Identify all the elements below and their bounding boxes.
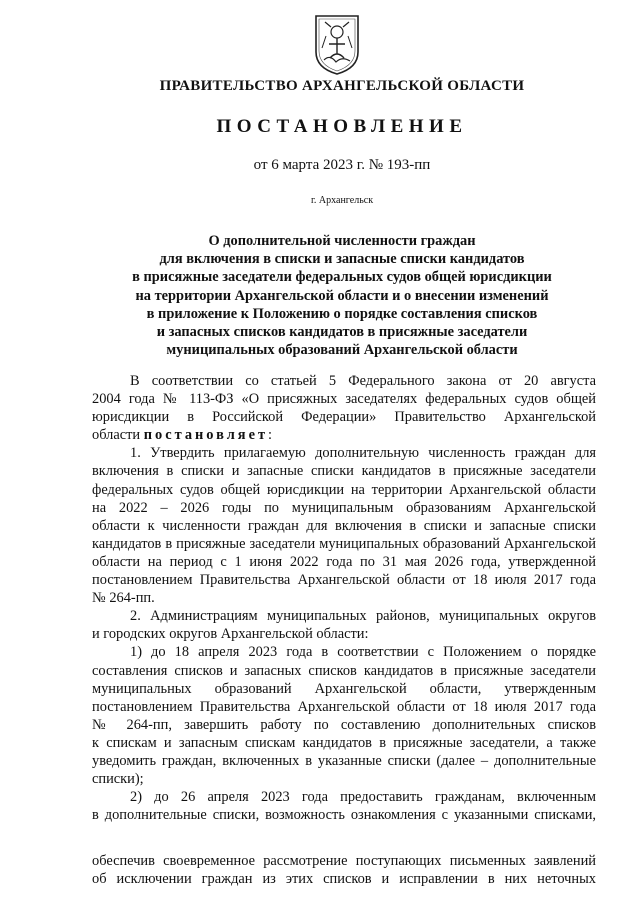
arkhangelsk-coat-of-arms-icon xyxy=(312,14,362,76)
document-city: г. Архангельск xyxy=(310,195,374,206)
item-1-paragraph xyxy=(92,444,596,607)
text-line: В соответствии со статьей 5 Федерального закона от 20 августа xyxy=(130,373,596,389)
text-line: составления списков и запасных списков кандидатов в присяжные заседатели xyxy=(92,662,596,679)
text-line: федеральных судов общей юрисдикции на территории Архангельской области xyxy=(92,481,596,498)
subitem-2-paragraph xyxy=(92,788,596,824)
text-line: 1. Утвердить прилагаемую дополнительную численность граждан для xyxy=(130,445,596,462)
text-line: на 2022 – 2026 годы по муниципальным образованиям Архангельской xyxy=(92,499,596,516)
text-line: в дополнительные списки, возможность ознакомления с указанными списками, xyxy=(92,807,596,824)
resolution-keyword: постановляет xyxy=(143,427,269,444)
text-line: муниципальных образований Архангельской области, утвержденным xyxy=(92,680,596,697)
text-line: 2004 года № 113-ФЗ «О присяжных заседателях федеральных судов общей xyxy=(92,391,596,408)
text-line: к спискам и запасным спискам кандидатов в присяжные заседатели, а также xyxy=(92,734,596,751)
organization-name: ПРАВИТЕЛЬСТВО АРХАНГЕЛЬСКОЙ ОБЛАСТИ xyxy=(159,78,525,94)
text-line: кандидатов в присяжные заседатели муниципальных образований Архангельской xyxy=(92,535,596,552)
text-line: 2) до 26 апреля 2023 года предоставить гражданам, включенным xyxy=(130,789,596,806)
title-line: в приложение к Положению о порядке составления списков xyxy=(146,305,538,322)
item-2-paragraph xyxy=(92,607,596,643)
text-line: области на период с 1 июня 2022 года по 31 мая 2026 года, утвержденной xyxy=(92,553,596,570)
title-line: для включения в списки и запасные списки кандидатов xyxy=(159,251,525,268)
document-date-number: от 6 марта 2023 г. № 193-пп xyxy=(253,157,431,173)
text-line: постановлением Правительства Архангельской области от 18 июля 2017 года xyxy=(92,698,596,715)
title-line: в присяжные заседатели федеральных судов общей юрисдикции xyxy=(132,269,552,286)
text-line: и городских округов Архангельской области: xyxy=(92,626,369,643)
title-line: на территории Архангельской области и о внесении изменений xyxy=(135,287,549,304)
text-line: № 264-пп. xyxy=(92,590,155,607)
text-line: обеспечив своевременное рассмотрение поступающих письменных заявлений xyxy=(92,853,596,869)
subitem-1-paragraph xyxy=(92,643,596,788)
text-line xyxy=(92,426,596,444)
text-line: области к численности граждан для включения в списки и запасные списки xyxy=(92,517,596,534)
continuation-paragraph xyxy=(92,852,596,888)
document-type: ПОСТАНОВЛЕНИЕ xyxy=(216,116,468,137)
text-line: № 264-пп, завершить работу по составлению дополнительных списков xyxy=(92,716,596,733)
text-fragment: области xyxy=(92,427,144,444)
text-line: постановлением Правительства Архангельской области от 18 июля 2017 года xyxy=(92,572,596,589)
intro-paragraph xyxy=(92,372,596,444)
document-title xyxy=(90,232,594,359)
text-fragment: : xyxy=(268,427,273,444)
title-line: муниципальных образований Архангельской области xyxy=(166,342,518,359)
document-body xyxy=(92,372,596,824)
text-line: 1) до 18 апреля 2023 года в соответствии с Положением о порядке xyxy=(130,644,596,661)
text-line: списки); xyxy=(92,771,144,788)
text-line: об исключении граждан из этих списков и исправлении в них неточных xyxy=(92,871,596,888)
text-line: включения в списки и запасные списки кандидатов в присяжные заседатели xyxy=(92,463,596,480)
text-line: уведомить граждан, включенных в указанные списки (далее – дополнительные xyxy=(92,752,596,769)
text-line: юрисдикции в Российской Федерации» Правительство Архангельской xyxy=(92,409,596,426)
title-line: и запасных списков кандидатов в присяжные заседатели xyxy=(156,324,528,341)
title-line: О дополнительной численности граждан xyxy=(208,233,476,249)
text-line: 2. Администрациям муниципальных районов, муниципальных округов xyxy=(130,608,596,625)
